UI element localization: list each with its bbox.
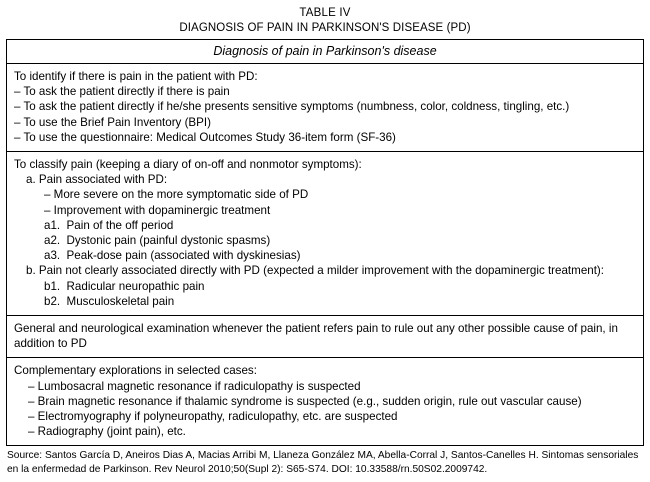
table-title: DIAGNOSIS OF PAIN IN PARKINSON'S DISEASE (PD)	[179, 22, 471, 34]
line: – Brain magnetic resonance if thalamic syndrome is suspected (e.g., sudden origin, rule out vascular cause)	[28, 394, 582, 408]
line: – To use the Brief Pain Inventory (BPI)	[14, 115, 211, 129]
section-complementary-explorations	[7, 358, 643, 445]
diagnosis-table	[6, 39, 644, 446]
line: – Radiography (joint pain), etc.	[28, 425, 186, 439]
line: b2. Musculoskeletal pain	[44, 294, 175, 308]
section-classify-pain	[7, 152, 643, 316]
line: – To ask the patient directly if he/she presents sensitive symptoms (numbness, color, coldness, tingling, etc.)	[14, 100, 570, 114]
table-header-row: Diagnosis of pain in Parkinson's disease	[7, 40, 643, 64]
line: b. Pain not clearly associated directly with PD (expected a milder improvement with the dopaminergic treatment):	[26, 264, 605, 278]
line: a1. Pain of the off period	[44, 218, 174, 232]
line: Complementary explorations in selected cases:	[14, 364, 257, 378]
line: a3. Peak-dose pain (associated with dyskinesias)	[44, 249, 301, 263]
line: – More severe on the more symptomatic side of PD	[44, 188, 309, 202]
line: To identify if there is pain in the patient with PD:	[14, 70, 258, 83]
line: General and neurological examination whenever the patient refers pain to rule out any other possible cause of pain, in addition to PD	[14, 322, 622, 351]
line: – Improvement with dopaminergic treatment	[44, 203, 271, 217]
table-source-note: Source: Santos García D, Aneiros Dias A, Macias Arribi M, Llaneza González MA, Abella-Corral J, Santos-Canelles H. Sintomas sensoriales en la enfermedad de Parkinson. Rev Neurol 2010;50(Supl 2): S65-S74. DOI: 10.33588/rn.50S02.2009742.	[7, 450, 639, 475]
section-general-examination	[7, 316, 643, 358]
line: a. Pain associated with PD:	[26, 173, 168, 187]
line: – Electromyography if polyneuropathy, radiculopathy, etc. are suspected	[28, 410, 398, 424]
section-identify-pain	[7, 64, 643, 152]
table-number: TABLE IV	[299, 7, 351, 19]
line: To classify pain (keeping a diary of on-off and nonmotor symptoms):	[14, 158, 362, 172]
line: – To use the questionnaire: Medical Outcomes Study 36-item form (SF-36)	[14, 130, 396, 144]
table-caption	[6, 6, 644, 39]
line: – To ask the patient directly if there is pain	[14, 85, 230, 99]
line: b1. Radicular neuropathic pain	[44, 279, 205, 293]
line: – Lumbosacral magnetic resonance if radiculopathy is suspected	[28, 379, 361, 393]
line: a2. Dystonic pain (painful dystonic spasms)	[44, 234, 271, 248]
